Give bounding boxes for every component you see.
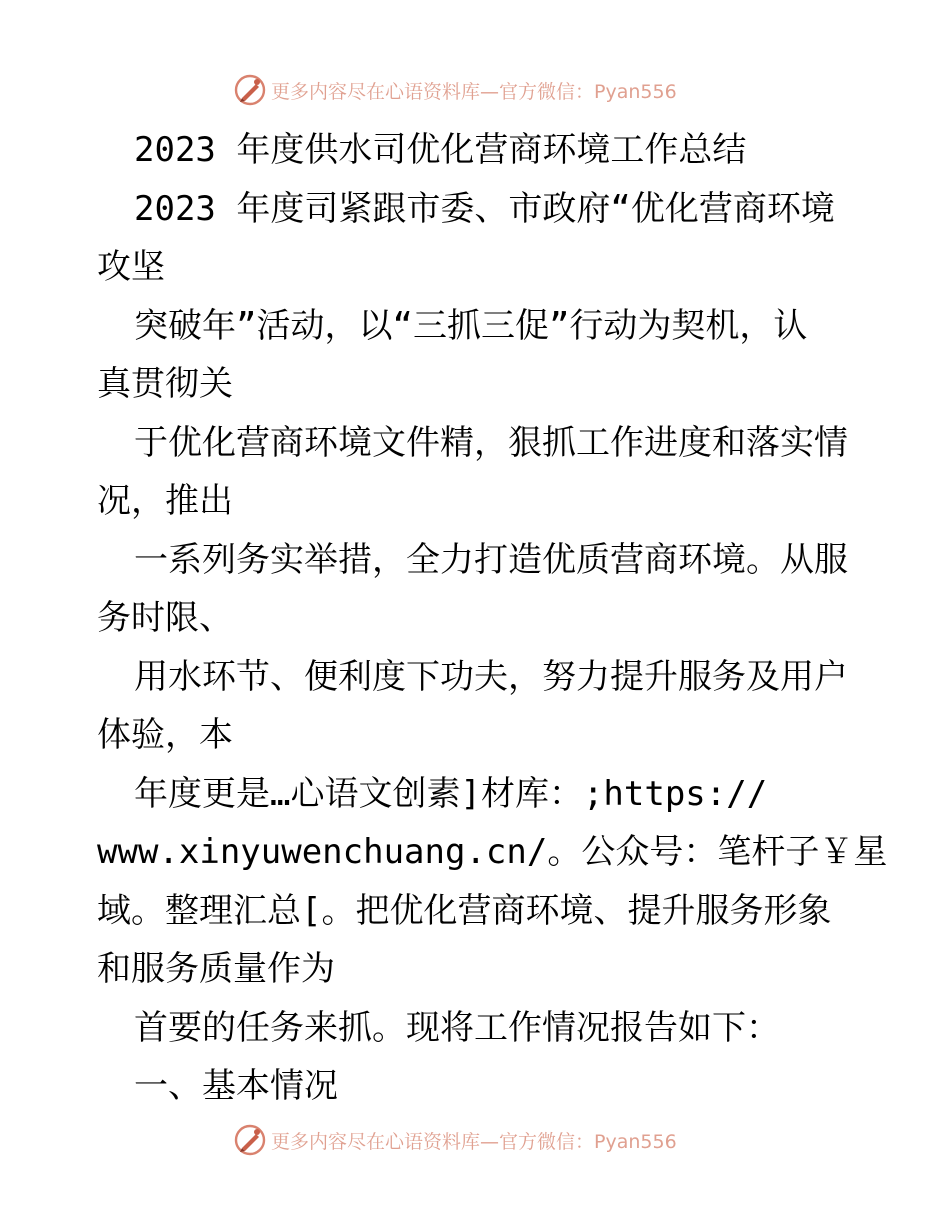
- document-line: 域。整理汇总[。把优化营商环境、提升服务形象: [97, 890, 832, 931]
- document-line: 于优化营商环境文件精，狠抓工作进度和落实情: [134, 422, 848, 463]
- document-line: 体验，本: [97, 715, 233, 755]
- header-banner[interactable]: [233, 72, 677, 108]
- document-line: 2023 年度供水司优化营商环境工作总结: [134, 130, 747, 170]
- circle-pen-logo-icon: [233, 73, 267, 107]
- document-line: 和服务质量作为: [97, 949, 335, 989]
- document-line: 一、基本情况: [134, 1066, 338, 1106]
- circle-pen-logo-icon: [233, 1123, 267, 1157]
- document-line: www.xinyuwenchuang.cn/。公众号：笔杆子￥星: [97, 832, 888, 872]
- document-body: [97, 121, 888, 1116]
- document-line: 突破年”活动，以“三抓三促”行动为契机，认: [134, 305, 808, 346]
- document-line: 攻坚: [97, 247, 165, 287]
- document-line: 年度更是…心语文创素]材库：;https://: [134, 773, 768, 814]
- document-line: 务时限、: [97, 598, 233, 638]
- footer-banner-text: 更多内容尽在心语资料库—官方微信：Pyan556: [271, 1130, 677, 1153]
- document-line: 真贯彻关: [97, 364, 233, 404]
- document-line: 一系列务实举措，全力打造优质营商环境。从服: [134, 539, 848, 580]
- header-banner-text: 更多内容尽在心语资料库—官方微信：Pyan556: [271, 80, 677, 103]
- footer-banner[interactable]: [233, 1122, 677, 1158]
- document-line: 2023 年度司紧跟市委、市政府“优化营商环境: [134, 188, 835, 229]
- document-line: 用水环节、便利度下功夫，努力提升服务及用户: [134, 656, 848, 697]
- document-line: 首要的任务来抓。现将工作情况报告如下：: [134, 1007, 780, 1048]
- document-line: 况，推出: [97, 481, 233, 521]
